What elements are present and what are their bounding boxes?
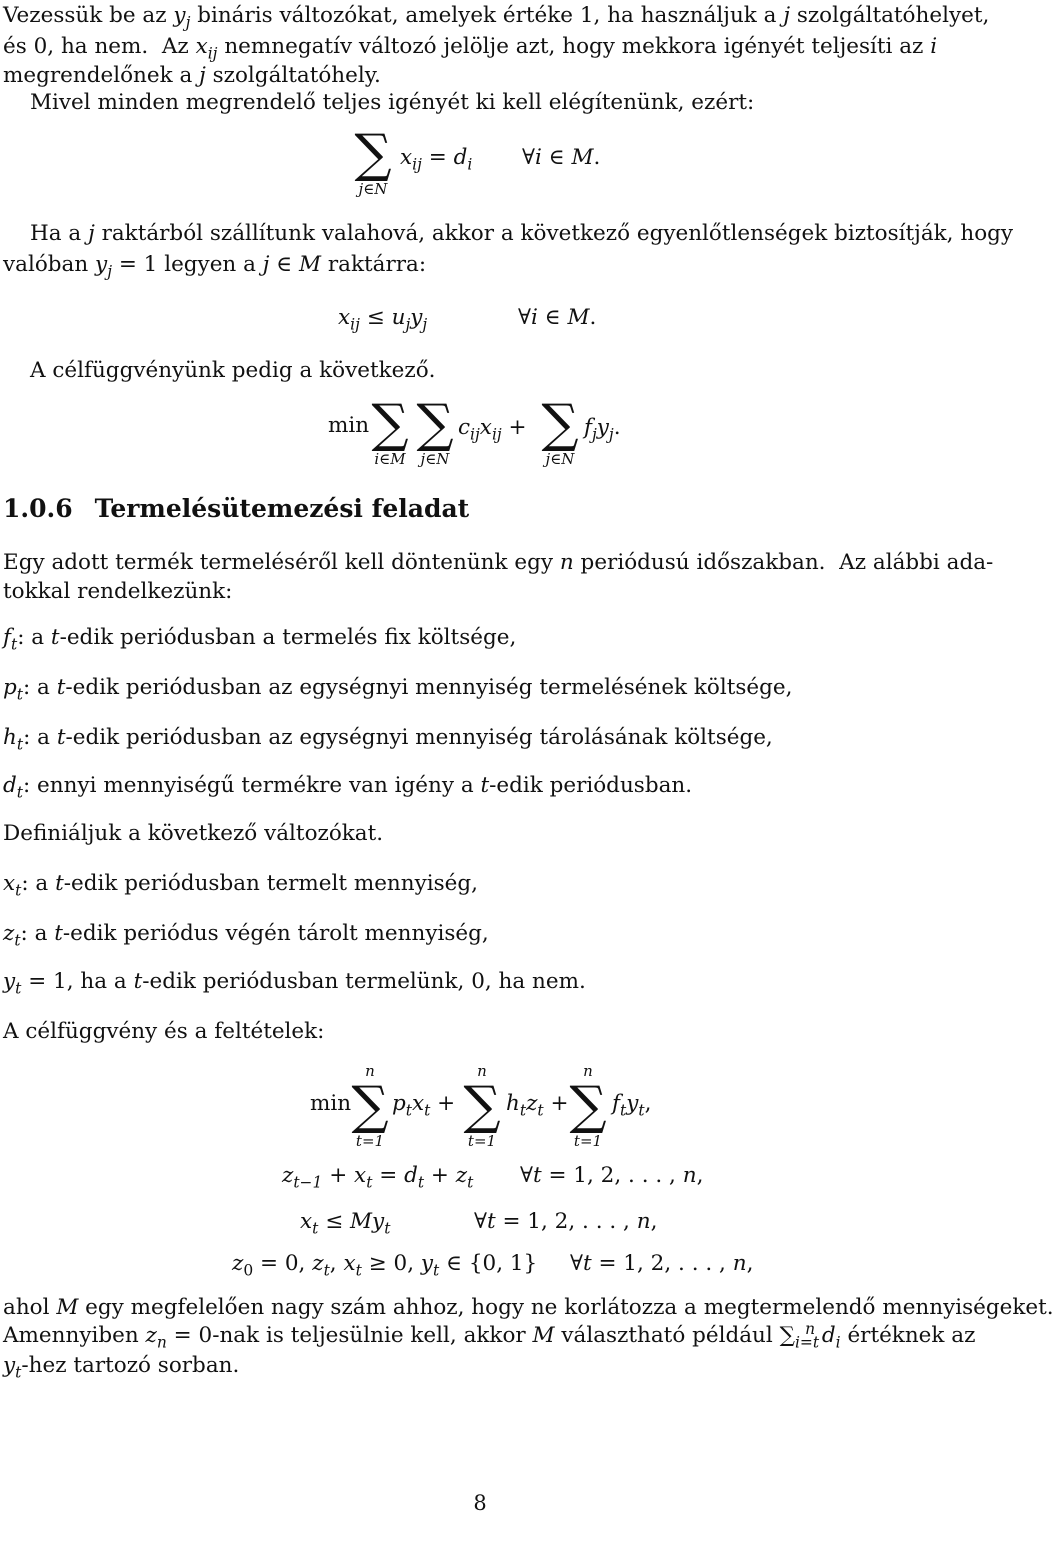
data-item-fixed-cost: $f_t$: a t-edik periódusban a termelés fix költsége, [3, 625, 517, 654]
data-item-demand: $d_t$: ennyi mennyiségű termékre van igény a t-edik periódusban. [3, 773, 693, 802]
page-number: 8 [473, 1491, 487, 1515]
min-operator: min [310, 1091, 352, 1116]
section-title: Termelésütemezési feladat [94, 494, 470, 523]
section-heading [3, 494, 469, 523]
final-paragraph-line-2: Amennyiben $z_n = 0-nak$ is teljesülnie kell, akkor M választható például $\sum_{i=t}^n$ $d_i$ értéknek az [3, 1319, 976, 1352]
data-item-production-cost: $p_t$: a t-edik periódusban az egységnyi mennyiség termelésének költsége, [3, 675, 793, 704]
equation-2-condition: ∀i ∈ M. [518, 305, 597, 330]
final-paragraph-line-3: $y_t$-hez tartozó sorban. [3, 1353, 240, 1382]
equation-3-term-2: $f_jy_j$. [584, 415, 621, 444]
equation-4-term-3: $f_ty_t$, [612, 1091, 652, 1120]
sum-symbol: ∑ j∈N [541, 394, 579, 468]
equation-4-term-2: $h_tz_t$ + [506, 1091, 569, 1120]
equation-7-body: $z_0 = 0$, $z_t$, $x_t \ge 0$, $y_t$ ∈ {0, 1} [232, 1251, 538, 1280]
paragraph-4: A célfüggvényünk pedig a következő. [30, 358, 436, 383]
equation-6-body: $x_t \le My_t$ [300, 1209, 391, 1238]
sum-symbol: ∑ i∈M [371, 394, 409, 468]
equation-4-term-1: $p_tx_t$ + [392, 1091, 456, 1120]
paragraph-5-line-1: Egy adott termék termeléséről kell döntenünk egy n periódusú időszakban. Az alábbi ada- [3, 550, 994, 575]
objective-intro: A célfüggvény és a feltételek: [3, 1019, 325, 1044]
sum-symbol: n ∑ t=1 [351, 1062, 389, 1150]
data-item-storage-cost: $h_t$: a t-edik periódusban az egységnyi mennyiség tárolásának költsége, [3, 725, 773, 754]
paragraph-5-line-2: tokkal rendelkezünk: [3, 579, 233, 604]
min-operator: min [328, 413, 370, 438]
variable-item-storage: $z_t$: a t-edik periódus végén tárolt mennyiség, [3, 921, 489, 950]
variables-intro: Definiáljuk a következő változókat. [3, 821, 384, 846]
section-number: 1.0.6 [3, 494, 73, 523]
paragraph-1-line-1: Vezessük be az $y_j$ bináris változókat, amelyek értéke 1, ha használjuk a j szolgáltatóhelyet, [3, 3, 990, 32]
paragraph-3-line-1: Ha a j raktárból szállítunk valahová, akkor a következő egyenlőtlenségek biztosítják, hogy [30, 221, 1014, 246]
sum-symbol: ∑ j∈N [416, 394, 454, 468]
equation-2-body: $x_{ij} \le u_jy_j$ [338, 305, 428, 334]
paragraph-1-line-3: megrendelőnek a j szolgáltatóhely. [3, 63, 381, 88]
paragraph-3-line-2: valóban $y_j = 1$ legyen a j ∈ M raktárra: [3, 252, 427, 281]
paragraph-1-line-2: és 0, ha nem. Az $x_{ij}$ nemnegatív változó jelölje azt, hogy mekkora igényét teljesíti az i [3, 34, 938, 63]
equation-1-body: $x_{ij} = d_i$ [400, 145, 473, 174]
sum-symbol: ∑ j∈N [354, 124, 392, 198]
variable-item-production: $x_t$: a t-edik periódusban termelt mennyiség, [3, 871, 478, 900]
equation-6-condition: ∀t = 1, 2, . . . , n, [474, 1209, 658, 1234]
final-paragraph-line-1: ahol M egy megfelelően nagy szám ahhoz, hogy ne korlátozza a megtermelendő mennyiségeket. [3, 1295, 1054, 1320]
sum-symbol: n ∑ t=1 [463, 1062, 501, 1150]
equation-1-condition: ∀i ∈ M. [522, 145, 601, 170]
equation-7-condition: ∀t = 1, 2, . . . , n, [570, 1251, 754, 1276]
equation-5-body: $z_{t-1} + x_t = d_t + z_t$ [282, 1163, 474, 1192]
variable-item-binary: $y_t = 1$, ha a t-edik periódusban termelünk, 0, ha nem. [3, 969, 586, 998]
paragraph-2: Mivel minden megrendelő teljes igényét ki kell elégítenünk, ezért: [30, 90, 755, 115]
sum-symbol: n ∑ t=1 [569, 1062, 607, 1150]
equation-3-term-1: $c_{ij}x_{ij}$ + [458, 415, 527, 444]
equation-5-condition: ∀t = 1, 2, . . . , n, [520, 1163, 704, 1188]
